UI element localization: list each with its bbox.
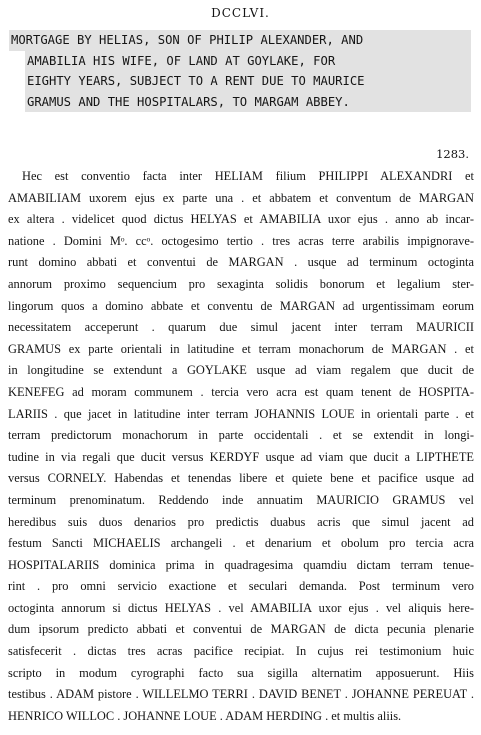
title-line: EIGHTY YEARS, SUBJECT TO A RENT DUE TO MAURICE — [25, 71, 471, 92]
text-line: runt domino abbati et conventui de MARGAN . usque ad terminum octoginta — [8, 255, 474, 270]
charter-year: 1283. — [436, 147, 469, 161]
text-line: dum ipsorum predicto abbati et conventui de MARGAN de dicta pecunia plenarie — [8, 622, 474, 637]
text-line: versus CORNELY. Habendas et tenendas libere et quiete bene et pacifice usque ad — [8, 471, 474, 486]
title-line: MORTGAGE BY HELIAS, SON OF PHILIP ALEXANDER, AND — [9, 30, 471, 51]
text-line: HENRICO WILLOC . JOHANNE LOUE . ADAM HERDING . et multis aliis. — [8, 708, 402, 723]
text-line: heredibus suis duos denarios pro predictis duabus acris que simul jacent ad — [8, 514, 474, 529]
title-line: GRAMUS AND THE HOSPITALARS, TO MARGAM ABBEY. — [25, 92, 471, 113]
title-line: AMABILIA HIS WIFE, OF LAND AT GOYLAKE, FOR — [25, 51, 471, 72]
charter-title — [9, 30, 471, 112]
text-line: in longitudine se extendunt a GOYLAKE usque ad viam regalem que ducit de — [8, 363, 474, 378]
text-line: annorum proximo sequencium pro sexaginta solidis bonorum et legalium ster- — [8, 276, 474, 291]
text-line: Hec est conventio facta inter HELIAM filium PHILIPPI ALEXANDRI et — [22, 169, 474, 183]
text-line: AMABILIAM uxorem ejus ex parte una . et abbatem et conventum de MARGAN — [8, 190, 474, 205]
charter-number: DCCLVI. — [211, 6, 270, 20]
text-line: testibus . ADAM pistore . WILLELMO TERRI . DAVID BENET . JOHANNE PEREUAT . — [8, 687, 474, 702]
text-line: natione . Domini Mᵒ. ccᵒ. octogesimo tertio . tres acras terre arabilis impignorave- — [8, 233, 474, 248]
text-line: necessitatem acceperunt . quarum due simul jacent inter terram MAURICII — [8, 320, 474, 335]
text-line: LARIIS . que jacet in latitudine inter terram JOHANNIS LOUE in orientali parte . et — [8, 406, 474, 421]
text-line: HOSPITALARIIS dominica prima in quadragesima quamdiu dictam terram tenue- — [8, 557, 474, 572]
text-line: KENEFEG ad moram communem . tercia vero acra est quam tenent de HOSPITA- — [8, 384, 474, 399]
text-line: terram predictorum monachorum in parte occidentali . et se extendit in longi- — [8, 428, 474, 443]
text-line: octoginta annorum si dictus HELYAS . vel AMABILIA uxor ejus . vel aliquis here- — [8, 600, 474, 615]
text-line: satisfecerit . dictas tres acras pacifice recipiat. In cujus rei testimonium huic — [8, 644, 474, 659]
text-line: tudine in via regali que ducit versus KERDYF usque ad viam que ducit a LIPTHETE — [8, 449, 474, 464]
charter-text — [8, 166, 474, 727]
text-line: scripto in modum cyrographi facto sua sigilla alternatim apposuerunt. Hiis — [8, 665, 474, 680]
text-line: rint . pro omni servicio exactione et seculari demanda. Post terminum vero — [8, 579, 474, 594]
text-line: terminum prenominatum. Reddendo inde annuatim MAURICIO GRAMUS vel — [8, 492, 474, 507]
text-line: GRAMUS ex parte orientali in latitudine et terram monachorum de MARGAN . et — [8, 341, 474, 356]
text-line: lingorum quos a domino abbate et conventu de MARGAN ad urgentissimam eorum — [8, 298, 474, 313]
text-line: festum Sancti MICHAELIS archangeli . et denarium et obolum pro tercia acra — [8, 536, 474, 551]
text-line: ex altera . videlicet quod dictus HELYAS et AMABILIA uxor ejus . anno ab incar- — [8, 212, 474, 227]
